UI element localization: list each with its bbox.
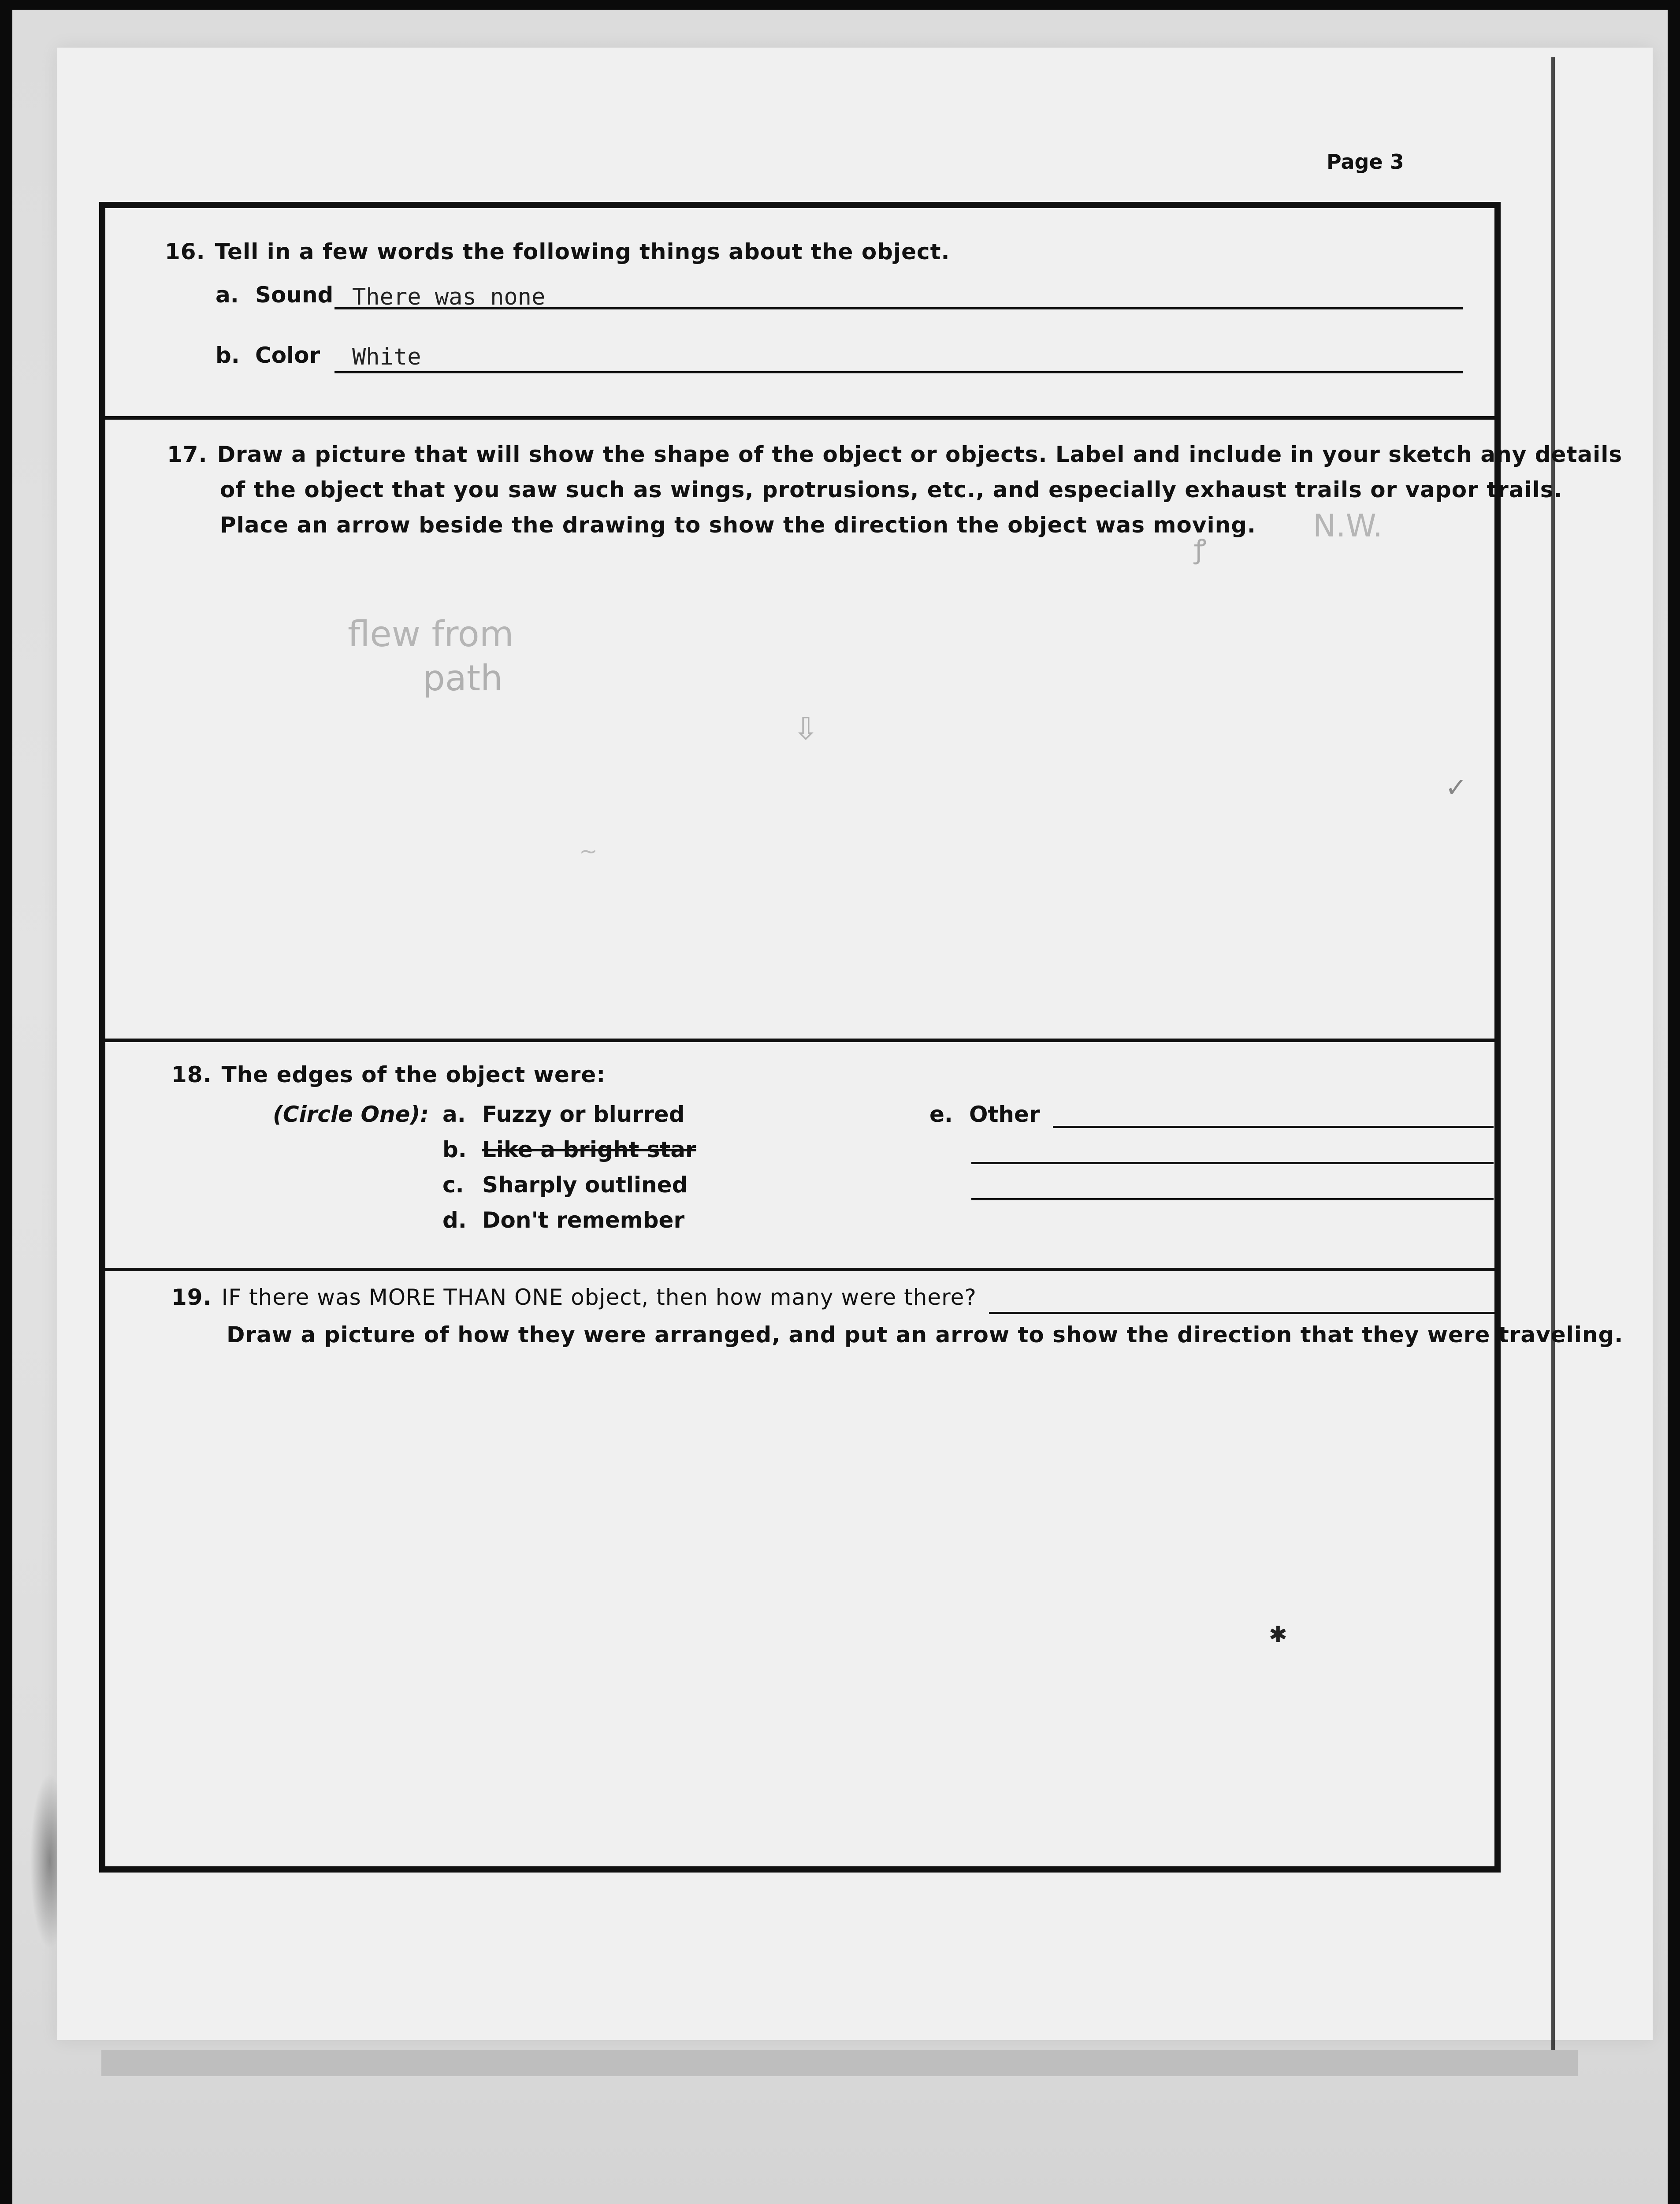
question-16-text: Tell in a few words the following things about the object. xyxy=(215,239,950,264)
q18-option-b-letter: b. xyxy=(442,1137,467,1162)
ink-blot-mark: ✱ xyxy=(1269,1622,1287,1647)
question-16-number: 16. xyxy=(165,239,205,264)
q18-option-d-text: Don't remember xyxy=(482,1207,685,1233)
q18-other-line-2 xyxy=(971,1162,1494,1164)
question-18-text: The edges of the object were: xyxy=(221,1062,606,1087)
faint-pencil-arrow-icon: ⇩ xyxy=(793,711,819,747)
q16-color-letter: b. xyxy=(216,343,240,368)
q16-sound-label xyxy=(216,282,333,308)
question-19-line-2: Draw a picture of how they were arranged, and put an arrow to show the direction that they were traveling. xyxy=(227,1322,1624,1348)
q18-option-b-text: Like a bright star xyxy=(482,1137,696,1162)
faint-pencil-mark: ꝭ xyxy=(1194,534,1207,565)
faint-check-mark: ✓ xyxy=(1445,772,1468,803)
question-19-line-1 xyxy=(171,1284,977,1310)
question-19-text-1: IF there was MORE THAN ONE object, then how many were there? xyxy=(221,1284,977,1310)
sheet-lower-shadow xyxy=(101,2050,1578,2076)
form-frame xyxy=(99,202,1624,1873)
q16-color-text: Color xyxy=(255,343,320,368)
question-19-section xyxy=(105,1271,1624,1873)
q18-option-a xyxy=(442,1102,684,1127)
q18-other-line-3 xyxy=(971,1198,1494,1200)
q18-option-c xyxy=(442,1172,688,1198)
q16-sound-text: Sound xyxy=(255,282,334,308)
q18-option-e-letter: e. xyxy=(929,1102,953,1127)
sheet-edge-shadow xyxy=(1551,57,1555,2050)
question-16-section xyxy=(105,208,1494,420)
q18-option-c-letter: c. xyxy=(442,1172,464,1198)
faint-pencil-dash: ~ xyxy=(579,838,598,864)
question-18-number: 18. xyxy=(171,1062,212,1087)
q18-option-b xyxy=(442,1137,696,1162)
question-18-prompt xyxy=(171,1062,606,1087)
question-17-number: 17. xyxy=(167,442,208,467)
q18-option-c-text: Sharply outlined xyxy=(482,1172,688,1198)
question-17-text-1: Draw a picture that will show the shape of the object or objects. Label and include in your sketch any details xyxy=(217,442,1623,467)
q18-option-e xyxy=(929,1102,1040,1127)
q18-option-a-letter: a. xyxy=(442,1102,466,1127)
q16-color-label xyxy=(216,343,320,368)
q18-option-d xyxy=(442,1207,684,1233)
question-17-line-1 xyxy=(167,442,1622,467)
pencil-note-nw: N.W. xyxy=(1313,508,1383,544)
question-17-line-2: of the object that you saw such as wings, protrusions, etc., and especially exhaust trails or vapor trails. xyxy=(220,477,1563,503)
question-17-line-3: Place an arrow beside the drawing to show the direction the object was moving. xyxy=(220,512,1256,538)
pencil-note-flew-from: flew from xyxy=(348,614,514,655)
question-19-number: 19. xyxy=(171,1284,212,1310)
q19-count-line xyxy=(989,1312,1496,1314)
question-17-section xyxy=(105,420,1623,1042)
q16-color-line xyxy=(335,371,1463,373)
question-18-section xyxy=(105,1042,1494,1271)
q16-sound-answer: There was none xyxy=(352,284,546,310)
q18-circle-one-label: (Circle One): xyxy=(273,1102,429,1127)
page-number: Page 3 xyxy=(1327,150,1404,174)
q18-option-a-text: Fuzzy or blurred xyxy=(482,1102,685,1127)
q16-color-answer: White xyxy=(352,344,421,370)
question-16-prompt xyxy=(165,239,950,264)
pencil-note-path: path xyxy=(423,658,503,699)
q16-sound-letter: a. xyxy=(216,282,239,308)
q18-other-line-1 xyxy=(1053,1126,1494,1128)
q18-option-d-letter: d. xyxy=(442,1207,467,1233)
q18-option-e-text: Other xyxy=(969,1102,1040,1127)
